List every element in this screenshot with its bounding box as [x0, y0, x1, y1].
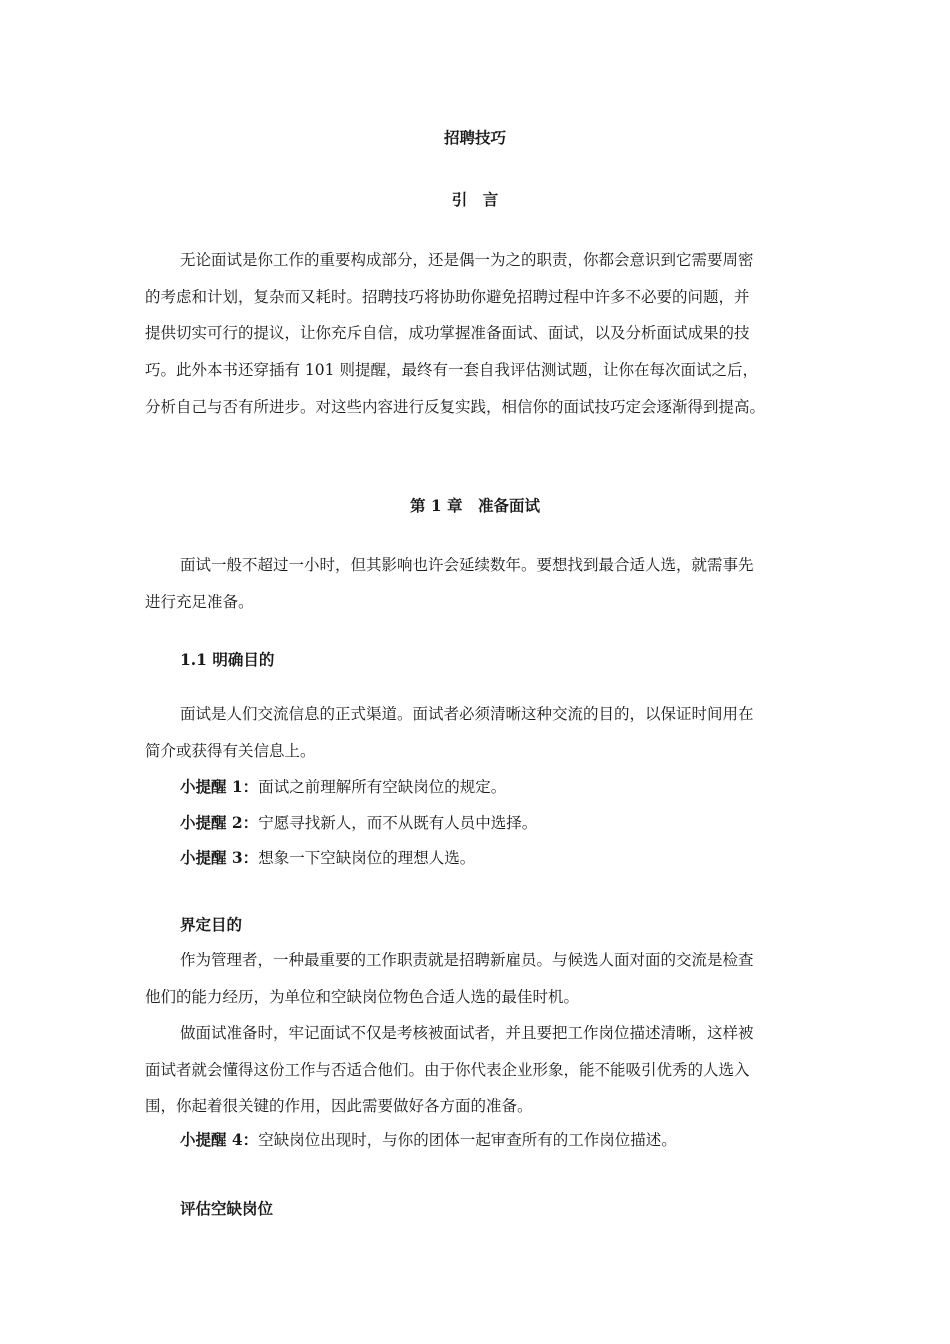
chapter-heading: 第 1 章 准备面试 — [409, 496, 541, 515]
intro-line: 提供切实可行的提议，让你充斥自信，成功掌握准备面试、面试，以及分析面试成果的技 — [145, 324, 750, 342]
tip-item — [180, 1130, 677, 1150]
tip-label: 小提醒 3： — [180, 848, 259, 867]
intro-line: 分析自己与否有所进步。对这些内容进行反复实践，相信你的面试技巧定会逐渐得到提高。 — [145, 398, 766, 416]
tip-text: 面试之前理解所有空缺岗位的规定。 — [258, 778, 507, 796]
tip-item — [180, 813, 537, 833]
chapter-line: 进行充足准备。 — [145, 593, 254, 611]
tip-label: 小提醒 1： — [180, 777, 259, 796]
intro-line: 无论面试是你工作的重要构成部分，还是偶一为之的职责，你都会意识到它需要周密 — [180, 251, 754, 269]
document-title: 招聘技巧 — [443, 128, 506, 147]
chapter-line: 面试一般不超过一小时，但其影响也许会延续数年。要想找到最合适人选，就需事先 — [180, 556, 754, 574]
intro-line: 巧。此外本书还穿插有 101 则提醒，最终有一套自我评估测试题，让你在每次面试之后， — [145, 361, 758, 379]
tip-item — [180, 848, 475, 868]
section-heading: 1.1 明确目的 — [180, 650, 275, 669]
tip-label: 小提醒 2： — [180, 813, 259, 832]
intro-heading: 引 言 — [451, 190, 499, 209]
tip-text: 想象一下空缺岗位的理想人选。 — [258, 849, 476, 867]
tip-text: 空缺岗位出现时，与你的团体一起审查所有的工作岗位描述。 — [258, 1131, 677, 1149]
paragraph-line: 面试者就会懂得这份工作与否适合他们。由于你代表企业形象，能不能吸引优秀的人选入 — [145, 1061, 750, 1079]
subheading-evaluate-vacancy: 评估空缺岗位 — [180, 1199, 274, 1218]
intro-line: 的考虑和计划，复杂而又耗时。招聘技巧将协助你避免招聘过程中许多不必要的问题，并 — [145, 288, 750, 306]
paragraph-line: 作为管理者，一种最重要的工作职责就是招聘新雇员。与候选人面对面的交流是检查 — [180, 951, 754, 969]
paragraph-line: 他们的能力经历，为单位和空缺岗位物色合适人选的最佳时机。 — [145, 988, 580, 1006]
subheading-define-purpose: 界定目的 — [180, 915, 243, 934]
paragraph-line: 做面试准备时，牢记面试不仅是考核被面试者，并且要把工作岗位描述清晰，这样被 — [180, 1024, 754, 1042]
tip-text: 宁愿寻找新人，而不从既有人员中选择。 — [258, 814, 538, 832]
section-line: 面试是人们交流信息的正式渠道。面试者必须清晰这种交流的目的，以保证时间用在 — [180, 705, 754, 723]
section-line: 简介或获得有关信息上。 — [145, 742, 316, 760]
paragraph-line: 围，你起着很关键的作用，因此需要做好各方面的准备。 — [145, 1097, 533, 1115]
tip-item — [180, 777, 506, 797]
tip-label: 小提醒 4： — [180, 1130, 259, 1149]
